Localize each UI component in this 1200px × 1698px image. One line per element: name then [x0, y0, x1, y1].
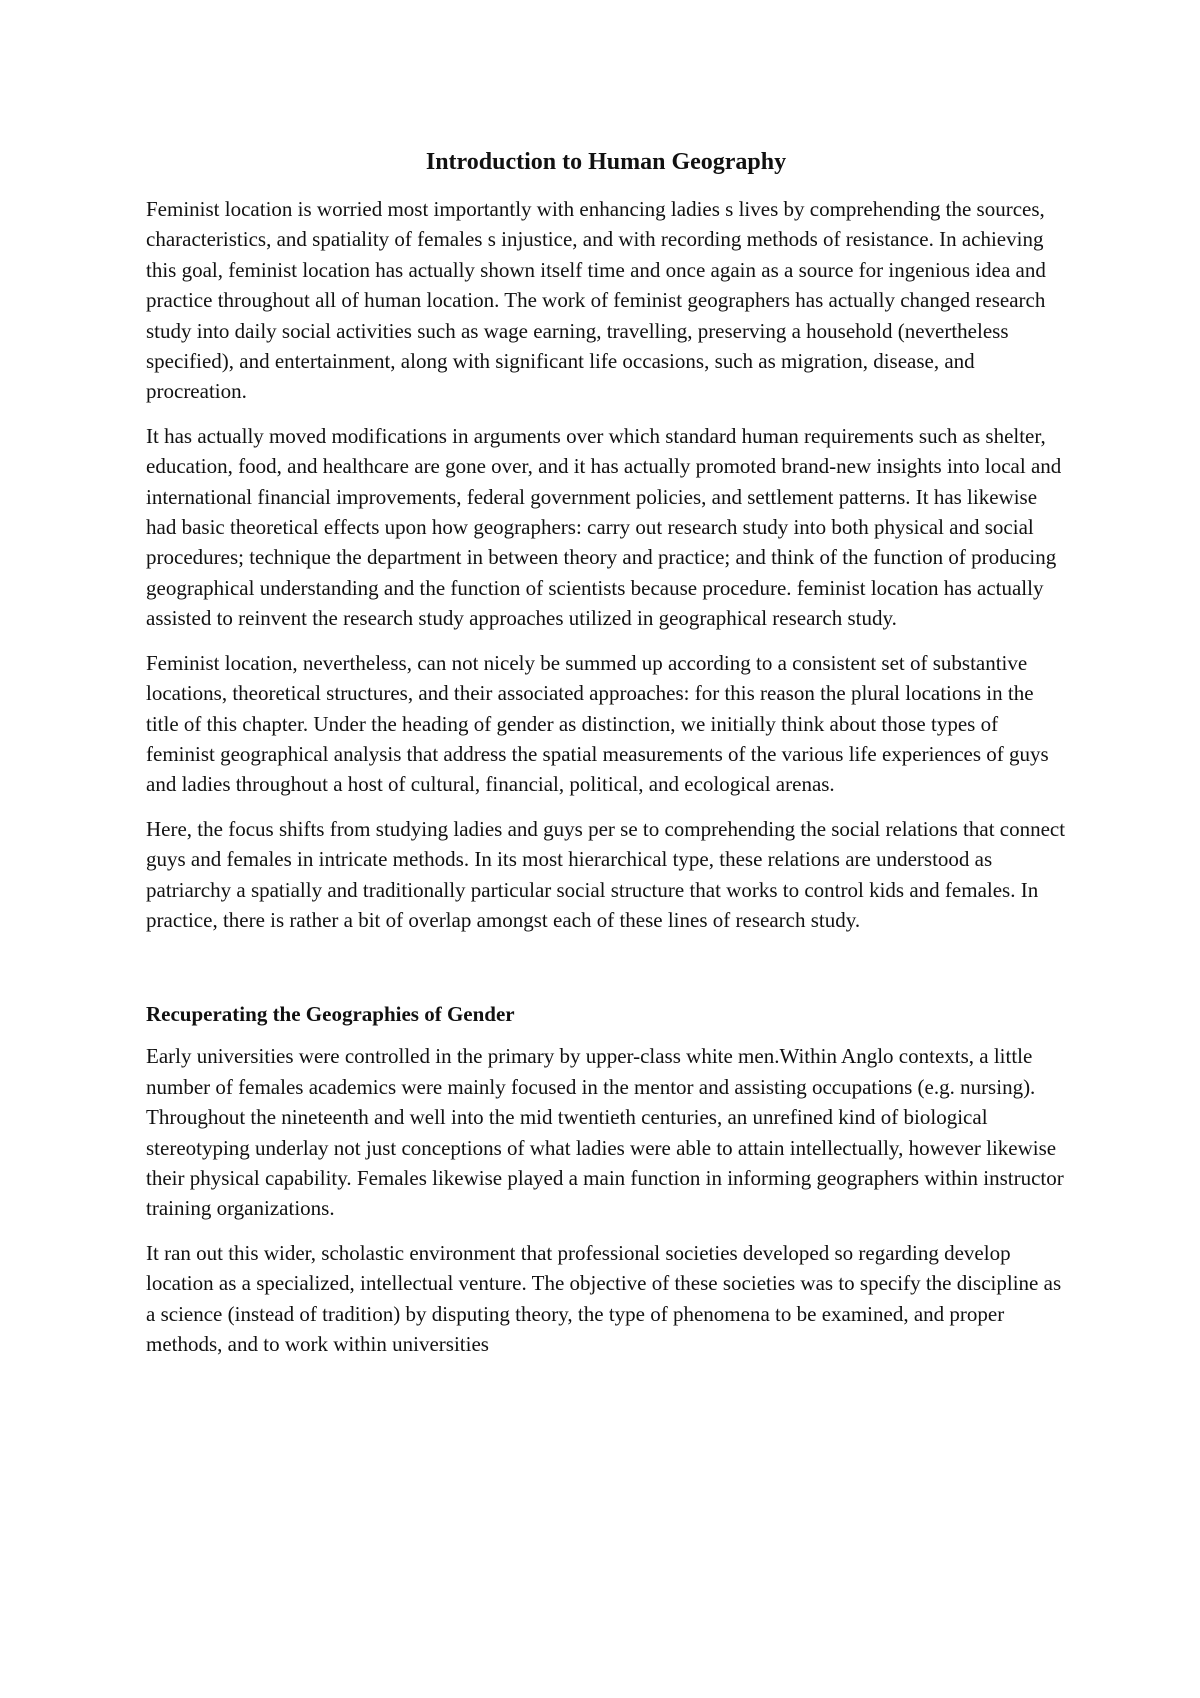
document-title: Introduction to Human Geography	[425, 149, 787, 175]
section-heading: Recuperating the Geographies of Gender	[146, 1002, 515, 1027]
paragraph: Feminist location, nevertheless, can not nicely be summed up according to a consistent set of substantive locations, theoretical structures, and their associated approaches: for this reason the plural locations in the title of this chapter. Under the heading of gender as distinction, we initially think about those types of feminist geographical analysis that address the spatial measurements of the various life experiences of guys and ladies throughout a host of cultural, financial, political, and ecological arenas.	[146, 650, 1049, 797]
document-body	[146, 146, 1066, 1373]
paragraph: Here, the focus shifts from studying ladies and guys per se to comprehending the social relations that connect guys and females in intricate methods. In its most hierarchical type, these relations are understood as patriarchy a spatially and traditionally particular social structure that works to control kids and females. In practice, there is rather a bit of overlap amongst each of these lines of research study.	[146, 816, 1066, 932]
paragraph: Feminist location is worried most importantly with enhancing ladies s lives by comprehending the sources, characteristics, and spatiality of females s injustice, and with recording methods of resistance. In achieving this goal, feminist location has actually shown itself time and once again as a source for ingenious idea and practice throughout all of human location. The work of feminist geographers has actually changed research study into daily social activities such as wage earning, travelling, preserving a household (nevertheless specified), and entertainment, along with significant life occasions, such as migration, disease, and procreation.	[146, 197, 1046, 404]
paragraph: It has actually moved modifications in arguments over which standard human requirements such as shelter, education, food, and healthcare are gone over, and it has actually promoted brand-new insights into local and international financial improvements, federal government policies, and settlement patterns. It has likewise had basic theoretical effects upon how geographers: carry out research study into both physical and social procedures; technique the department in between theory and practice; and think of the function of producing geographical understanding and the function of scientists because procedure. feminist location has actually assisted to reinvent the research study approaches utilized in geographical research study.	[146, 423, 1062, 631]
paragraph: Early universities were controlled in the primary by upper-class white men.Within Anglo contexts, a little number of females academics were mainly focused in the mentor and assisting occupations (e.g. nursing). Throughout the nineteenth and well into the mid twentieth centuries, an unrefined kind of biological stereotyping underlay not just conceptions of what ladies were able to attain intellectually, however likewise their physical capability. Females likewise played a main function in informing geographers within instructor training organizations.	[146, 1044, 1064, 1221]
paragraph: It ran out this wider, scholastic environment that professional societies developed so regarding develop location as a specialized, intellectual venture. The objective of these societies was to specify the discipline as a science (instead of tradition) by disputing theory, the type of phenomena to be examined, and proper methods, and to work within universities	[146, 1240, 1062, 1356]
